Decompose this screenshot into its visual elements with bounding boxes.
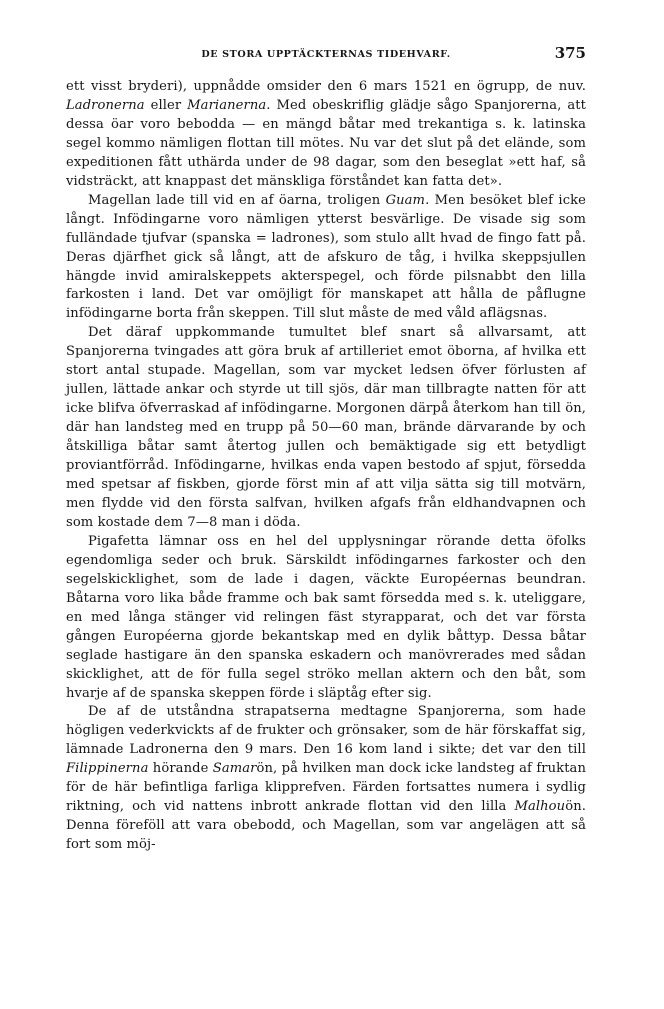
page-number: 375 bbox=[554, 44, 586, 62]
italic-term: Filippinerna bbox=[66, 761, 149, 777]
italic-term: Samar bbox=[212, 761, 257, 777]
body-text bbox=[66, 78, 586, 855]
paragraph-5: De af de utståndna strapatserna medtagne Spanjorerna, som hade högligen vederkvickts af de frukter och grönsaker, som de här förskaffat sig, lämnade Ladronerna den 9 mars. Den 16 kom land i sikte; det var den till Filippinerna hörande Samarön, på hvilken man dock icke landsteg af fruktan för de här befintliga farliga klipprefven. Färden fortsattes numera i sydlig riktning, och vid nattens inbrott ankrade flottan vid den lilla Malhouön. Denna föreföll att vara obebodd, och Magellan, som var angelägen att så fort som möj- bbox=[66, 704, 586, 853]
italic-term: Guam. bbox=[385, 192, 430, 208]
italic-term: Ladronerna bbox=[66, 97, 145, 113]
paragraph-4: Pigafetta lämnar oss en hel del upplysningar rörande detta öfolks egendomliga seder och bruk. Särskildt infödingarnes farkoster och den segelskicklighet, som de lade i dagen, väckte Européernas beundran. Båtarna voro lika både framme och bak samt försedda med s. k. uteliggare, en med långa stänger vid relingen fäst styrapparat, och det var första gången Européerna gjorde bekantskap med en dylik båttyp. Dessa båtar seglade hastigare än den spanska eskadern och manövrerades med sådan skicklighet, att de för fulla segel ströko mellan aktern och den båt, som hvarje af de spanska skeppen förde i släptåg efter sig. bbox=[66, 533, 586, 701]
paragraph-1: ett visst bryderi), uppnådde omsider den 6 mars 1521 en ögrupp, de nuv. Ladronerna eller Marianerna. Med obeskriflig glädje sågo Spanjorerna, att dessa öar voro bebodda — en mängd båtar med trekantiga s. k. latinska segel kommo nämligen flottan till mötes. Nu var det slut på det elände, som expeditionen fått uthärda under de 98 dagar, som den beseglat »ett haf, så vidsträckt, att knappast det mänskliga förståndet kan fatta det». bbox=[66, 79, 586, 189]
document-page bbox=[66, 44, 586, 855]
running-title: DE STORA UPPTÄCKTERNAS TIDEHVARF. bbox=[201, 49, 451, 60]
italic-term: Malhou bbox=[514, 799, 566, 815]
italic-term: Marianerna. bbox=[187, 97, 271, 113]
paragraph-3: Det däraf uppkommande tumultet blef snart så allvarsamt, att Spanjorerna tvingades att göra bruk af artilleriet emot öborna, af hvilka ett stort antal stupade. Magellan, som var mycket ledsen öfver förlusten af jullen, lättade ankar och styrde ut till sjös, där man tillbragte natten för att icke blifva öfverraskad af infödingarne. Morgonen därpå återkom han till ön, där han landsteg med en trupp på 50—60 man, brände därvarande by och åtskilliga båtar samt återtog jullen och bemäktigade sig ett betydligt proviantförråd. Infödingarne, hvilkas enda vapen bestodo af spjut, försedda med spetsar af fiskben, gjorde först min af att vilja sätta sig till motvärn, men flydde vid den första salfvan, hvilken afgafs från eldhandvapnen och som kostade dem 7—8 man i döda. bbox=[66, 325, 586, 530]
running-header bbox=[66, 44, 586, 66]
paragraph-2: Magellan lade till vid en af öarna, troligen Guam. Men besöket blef icke långt. Infödingarne voro nämligen ytterst besvärlige. De visade sig som fulländade tjufvar (spanska = ladrones), som stulo allt hvad de fingo fatt på. Deras djärfhet gick så långt, att de afskuro de tåg, i hvilka skeppsjullen hängde invid amiralskeppets akterspegel, och förde pilsnabbt den lilla farkosten i land. Det var omöjligt för manskapet att hålla de påflugne infödingarne borta från skeppen. Till slut måste de med våld aflägsnas. bbox=[66, 192, 587, 322]
